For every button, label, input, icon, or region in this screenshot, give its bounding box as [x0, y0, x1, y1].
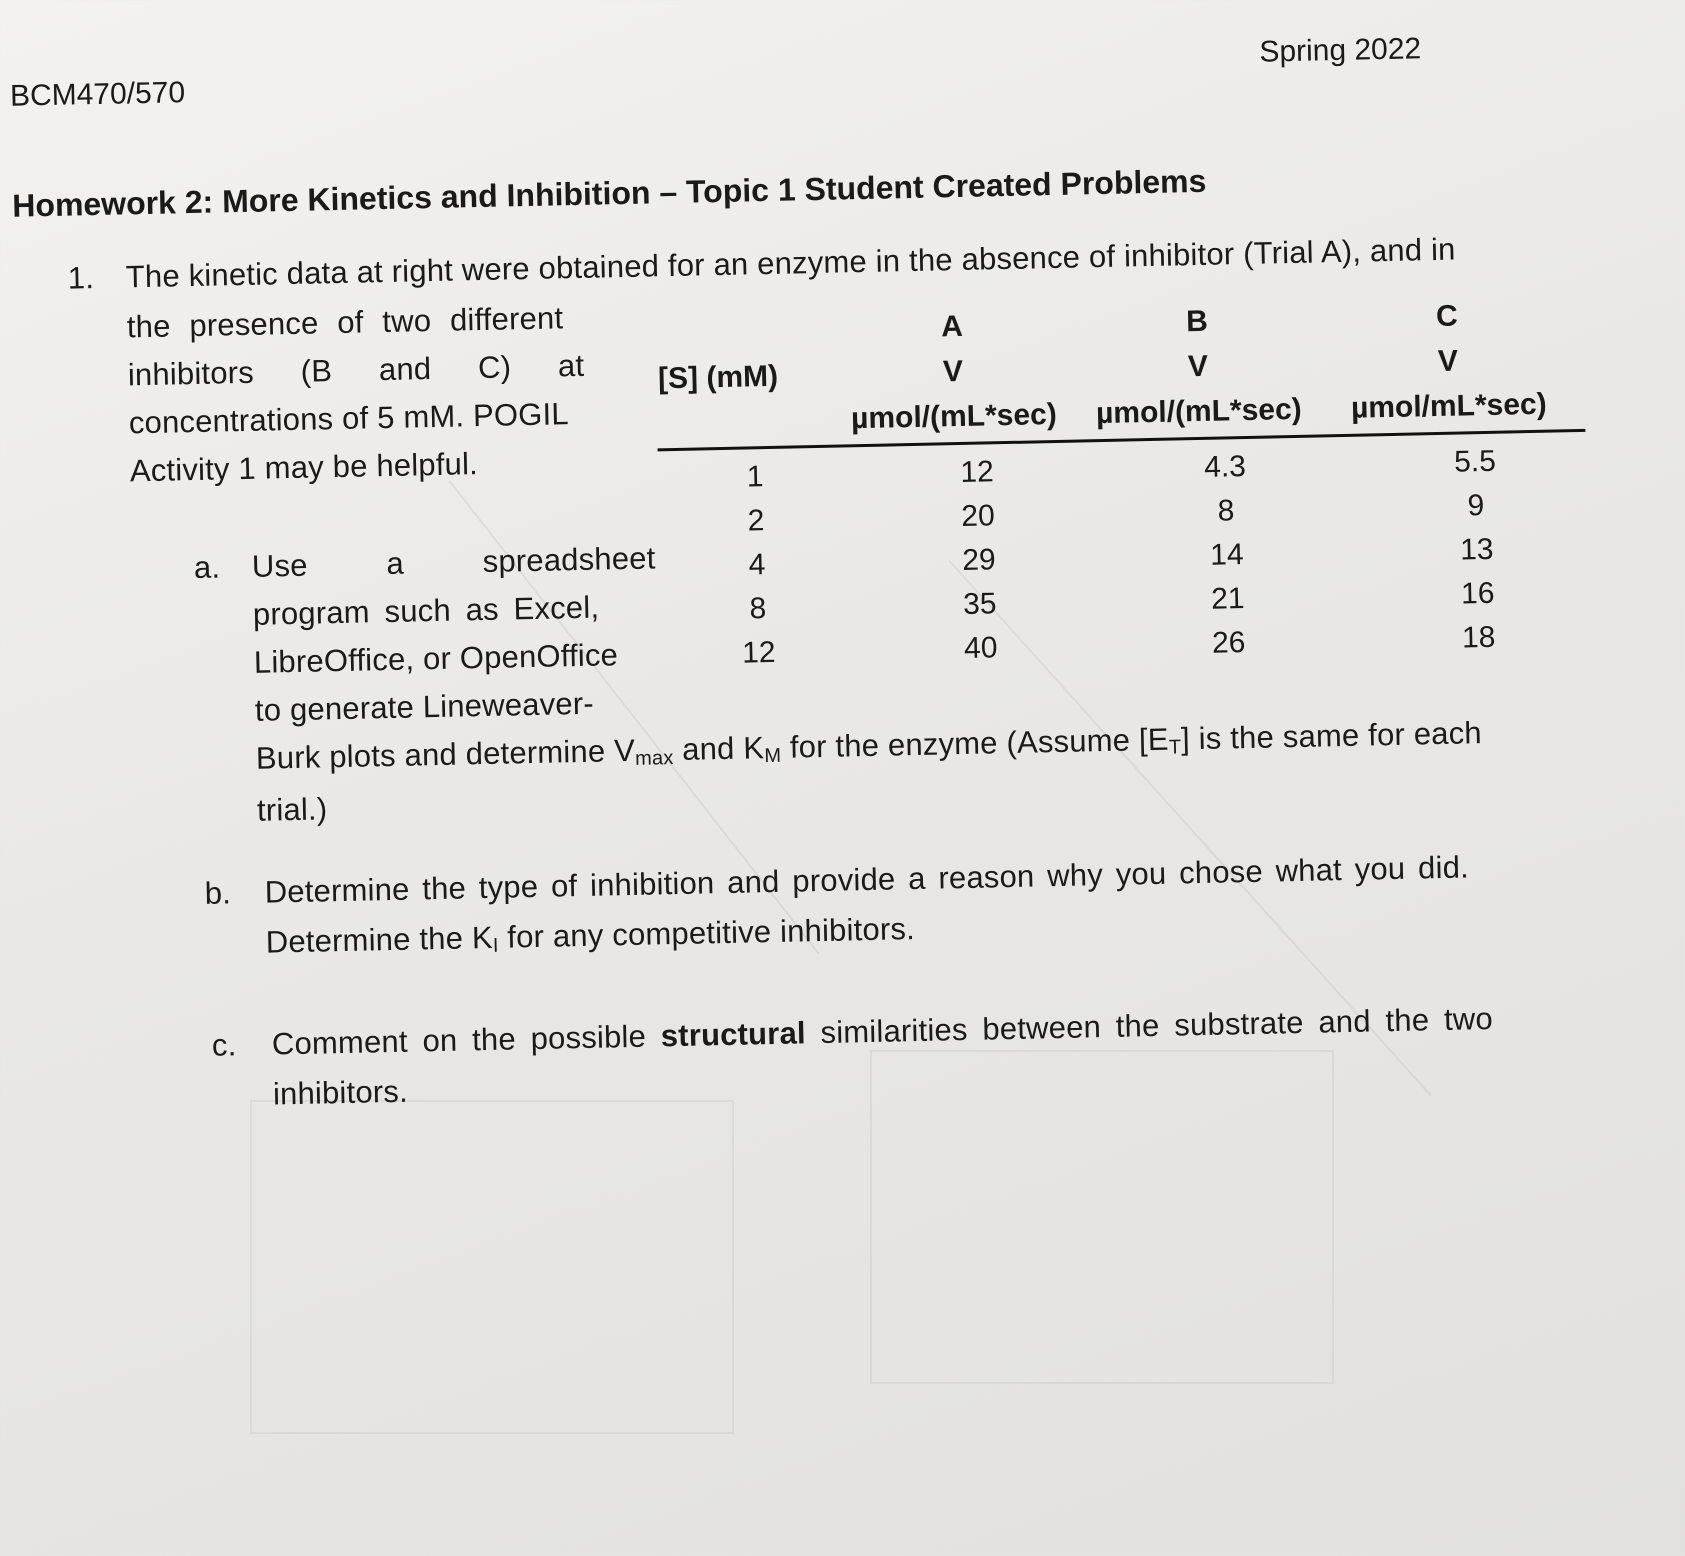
table-cell-c: 5.5	[1453, 444, 1497, 479]
part-a-line: Burk plots and determine $V_{max}$ and $K_M$ for the enzyme (Assume $[E_T]$ is the same for each	[255, 715, 1483, 776]
table-cell-s: 8	[749, 592, 767, 626]
table-cell-c: 13	[1459, 532, 1494, 567]
problem-number: 1.	[67, 260, 95, 296]
problem-intro-line: the presence of two different	[126, 300, 564, 345]
table-cell-a: 20	[960, 499, 996, 533]
table-cell-s: 4	[748, 548, 766, 582]
part-a-line: Use a spreadsheet	[251, 540, 656, 584]
part-b-line: Determine the type of inhibition and provide a reason why you chose what you did.	[264, 849, 1470, 910]
trial-a-unit: µmol/(mL*sec)	[850, 397, 1058, 436]
table-cell-b: 14	[1209, 538, 1244, 572]
term-label: Spring 2022	[1259, 32, 1422, 69]
part-c-line: inhibitors.	[272, 1073, 409, 1112]
trial-b-label: B	[1185, 304, 1209, 339]
problem-intro-line: concentrations of 5 mM. POGIL	[128, 396, 570, 441]
problem-intro-line: Activity 1 may be helpful.	[129, 446, 479, 489]
table-cell-b: 8	[1217, 494, 1235, 528]
trial-a-label: A	[940, 309, 964, 344]
table-cell-a: 40	[963, 631, 998, 665]
table-cell-c: 16	[1460, 576, 1495, 611]
table-cell-s: 2	[747, 504, 765, 538]
part-c-line: Comment on the possible structural similarities between the substrate and the two	[271, 1000, 1494, 1062]
part-b-label: b.	[204, 875, 232, 911]
table-cell-a: 35	[962, 587, 997, 621]
page-title: Homework 2: More Kinetics and Inhibition – Topic 1 Student Created Problems	[11, 162, 1207, 224]
part-a-line: trial.)	[256, 791, 328, 828]
trial-b-symbol: V	[1187, 349, 1209, 384]
part-a-label: a.	[193, 549, 221, 586]
trial-b-unit: µmol/(mL*sec)	[1095, 392, 1303, 431]
problem-intro-line: inhibitors (B and C) at	[127, 347, 585, 393]
part-a-line: to generate Lineweaver-	[254, 685, 595, 728]
table-cell-s: 1	[746, 460, 764, 494]
part-b-line: Determine the $K_I$ for any competitive inhibitors.	[265, 911, 916, 960]
table-cell-b: 26	[1211, 626, 1246, 660]
part-a-line: LibreOffice, or OpenOffice	[253, 637, 619, 680]
table-cell-s: 12	[741, 635, 776, 670]
problem-intro-line: The kinetic data at right were obtained for an enzyme in the absence of inhibitor (Trial A), and in	[125, 231, 1456, 295]
substrate-column-header: [S] (mM)	[657, 359, 779, 396]
part-c-label: c.	[211, 1027, 237, 1063]
table-cell-c: 9	[1467, 489, 1485, 523]
table-cell-a: 29	[961, 543, 996, 577]
table-cell-a: 12	[960, 455, 995, 489]
table-cell-b: 4.3	[1203, 450, 1247, 484]
trial-a-symbol: V	[942, 354, 964, 389]
trial-c-unit: µmol/mL*sec)	[1350, 387, 1547, 425]
table-cell-c: 18	[1461, 620, 1496, 655]
trial-c-label: C	[1435, 299, 1459, 333]
table-cell-b: 21	[1210, 582, 1245, 616]
part-a-line: program such as Excel,	[252, 589, 600, 632]
trial-c-symbol: V	[1437, 344, 1459, 378]
course-code: BCM470/570	[9, 76, 186, 113]
